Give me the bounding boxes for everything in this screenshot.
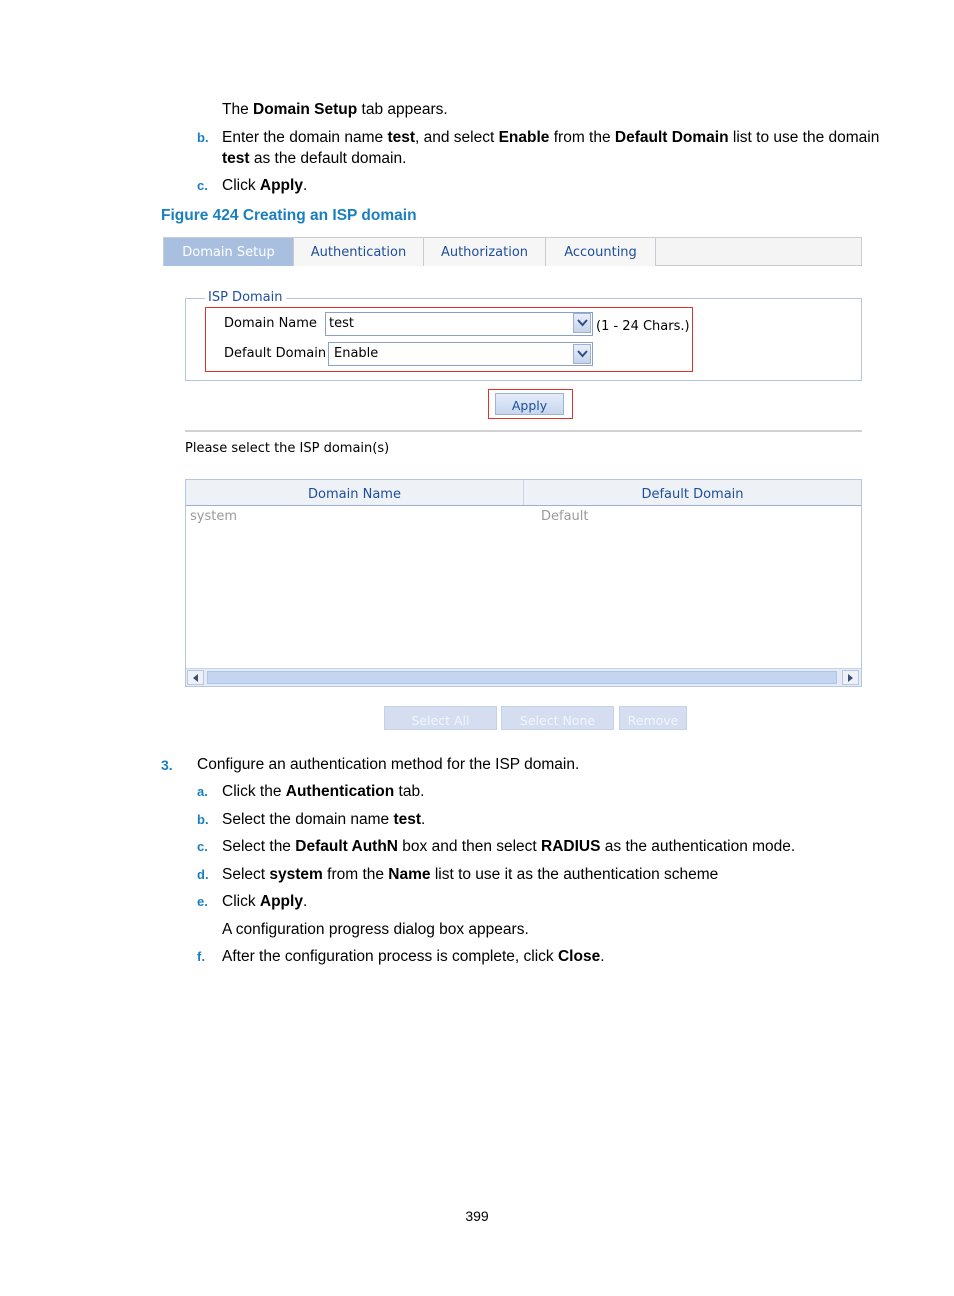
column-header-default-domain[interactable]: Default Domain bbox=[641, 487, 744, 502]
default-domain-dropdown-button[interactable] bbox=[573, 344, 591, 364]
domain-name-input[interactable] bbox=[325, 312, 593, 336]
chevron-down-icon bbox=[577, 350, 588, 358]
page-number: 399 bbox=[465, 1208, 489, 1224]
chevron-down-icon bbox=[577, 319, 588, 327]
step-b-line-2: test as the default domain. bbox=[222, 150, 407, 167]
step-3a-line: Click the Authentication tab. bbox=[222, 783, 425, 800]
table-cell-domain-name[interactable]: system bbox=[190, 509, 237, 524]
remove-button[interactable]: Remove bbox=[619, 706, 687, 730]
step-b-marker: b. bbox=[197, 130, 209, 145]
step-3c-marker: c. bbox=[197, 839, 208, 854]
step-3-text: Configure an authentication method for the ISP domain. bbox=[197, 756, 580, 773]
isp-domain-legend: ISP Domain bbox=[205, 290, 286, 305]
tab-authentication[interactable]: Authentication bbox=[294, 238, 424, 266]
divider bbox=[185, 430, 862, 432]
select-all-button[interactable]: Select All bbox=[384, 706, 497, 730]
step-3d-line: Select system from the Name list to use it as the authentication scheme bbox=[222, 866, 719, 883]
scroll-left-button[interactable] bbox=[187, 670, 204, 685]
step-3-number: 3. bbox=[161, 757, 173, 773]
chars-hint: (1 - 24 Chars.) bbox=[596, 319, 690, 334]
intro-line: The Domain Setup tab appears. bbox=[222, 101, 448, 118]
tab-authorization[interactable]: Authorization bbox=[424, 238, 546, 266]
arrow-left-icon bbox=[193, 674, 199, 682]
step-3e-marker: e. bbox=[197, 894, 208, 909]
step-3b-line: Select the domain name test. bbox=[222, 811, 426, 828]
domain-name-dropdown-button[interactable] bbox=[573, 313, 591, 333]
step-3e-note: A configuration progress dialog box appears. bbox=[222, 921, 529, 938]
step-3b-marker: b. bbox=[197, 812, 209, 827]
domain-table bbox=[185, 479, 862, 687]
step-c-marker: c. bbox=[197, 178, 208, 193]
scroll-right-button[interactable] bbox=[842, 670, 859, 685]
table-header bbox=[186, 480, 861, 506]
step-3d-marker: d. bbox=[197, 867, 209, 882]
default-domain-select[interactable] bbox=[328, 342, 593, 366]
table-cell-default-domain: Default bbox=[541, 509, 589, 524]
scrollbar-thumb[interactable] bbox=[207, 671, 837, 684]
figure-caption: Figure 424 Creating an ISP domain bbox=[161, 207, 417, 224]
step-3a-marker: a. bbox=[197, 784, 208, 799]
tab-accounting[interactable]: Accounting bbox=[546, 238, 656, 266]
step-3f-marker: f. bbox=[197, 949, 205, 964]
select-prompt: Please select the ISP domain(s) bbox=[185, 441, 390, 456]
horizontal-scrollbar[interactable] bbox=[186, 668, 861, 686]
tab-bar bbox=[163, 237, 862, 266]
default-domain-label: Default Domain bbox=[224, 346, 327, 361]
tab-domain-setup[interactable]: Domain Setup bbox=[164, 238, 294, 266]
domain-name-label: Domain Name bbox=[224, 316, 317, 331]
step-3f-line: After the configuration process is complete, click Close. bbox=[222, 948, 605, 965]
default-domain-value: Enable bbox=[334, 346, 379, 361]
select-none-button[interactable]: Select None bbox=[501, 706, 614, 730]
step-3e-line: Click Apply. bbox=[222, 893, 308, 910]
step-3c-line: Select the Default AuthN box and then select RADIUS as the authentication mode. bbox=[222, 838, 796, 855]
domain-name-value: test bbox=[329, 316, 354, 331]
arrow-right-icon bbox=[848, 674, 854, 682]
step-b-line-1: Enter the domain name test, and select Enable from the Default Domain list to use the domain bbox=[222, 129, 880, 146]
column-header-domain-name[interactable]: Domain Name bbox=[186, 480, 524, 505]
step-c-line: Click Apply. bbox=[222, 177, 308, 194]
apply-button[interactable]: Apply bbox=[495, 393, 564, 415]
